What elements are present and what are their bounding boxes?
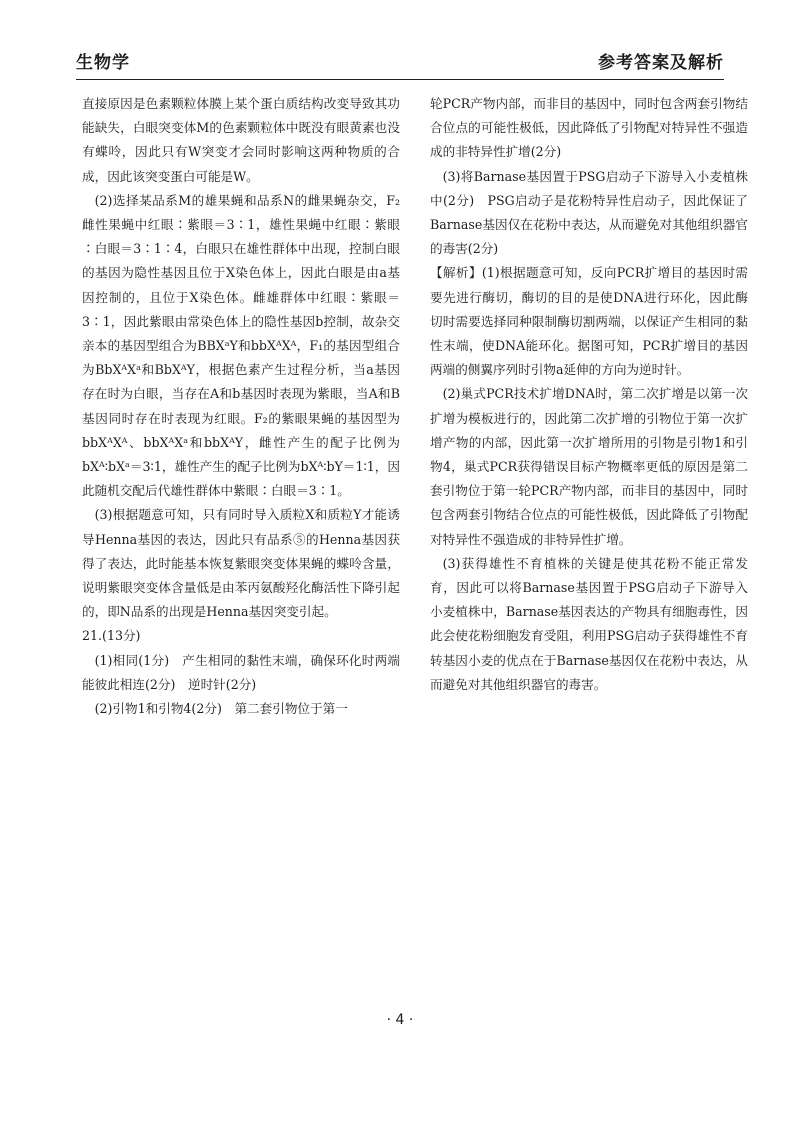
right-paragraph: 轮PCR产物内部，而非目的基因中，同时包含两套引物结合位点的可能性极低，因此降低了引物配对特异性不强造成的非特异性扩增(2分) — [430, 96, 748, 160]
left-paragraph: (3)根据题意可知，只有同时导入质粒X和质粒Y才能诱导Henna基因的表达，因此只有品系⑤的Henna基因获得了表达，此时能基本恢复紫眼突变体果蝇的蝶呤含量，说明紫眼突变体含量低是由苯丙氨酸羟化酶活性下降引起的，即N品系的出现是Henna基因突变引起。 — [82, 507, 400, 620]
right-paragraph: (3)将Barnase基因置于PSG启动子下游导入小麦植株中(2分) PSG启动子是花粉特异性启动子，因此保证了Barnase基因仅在花粉中表达，从而避免对其他组织器官的毒害(2分) — [430, 168, 748, 257]
right-paragraph: (2)巢式PCR技术扩增DNA时，第二次扩增是以第一次扩增为模板进行的，因此第二次扩增的引物位于第一次扩增产物的内部，因此第一次扩增所用的引物是引物1和引物4，巢式PCR获得错误目标产物概率更低的原因是第二套引物位于第一轮PCR产物内部，而非目的基因中，同时包含两套引物结合位点的可能性极低，因此降低了引物配对特异性不强造成的非特异性扩增。 — [430, 386, 748, 547]
page-number: · 4 · — [386, 1012, 414, 1028]
section-title: 参考答案及解析 — [598, 53, 724, 73]
left-paragraph: (2)选择某品系M的雄果蝇和品系N的雌果蝇杂交，F₂雌性果蝇中红眼∶紫眼＝3∶1，雄性果蝇中红眼∶紫眼∶白眼＝3∶1∶4，白眼只在雄性群体中出现，控制白眼的基因为隐性基因且位于X染色体上，因此白眼是由a基因控制的，且位于X染色体。雌雄群体中红眼∶紫眼＝3∶1，因此紫眼由常染色体上的隐性基因b控制，故杂交亲本的基因型组合为BBXᵃY和bbXᴬXᴬ，F₁的基因型组合为BbXᴬXᵃ和BbXᴬY，根据色素产生过程分析，当a基因存在时为白眼，当存在A和b基因时表现为紫眼，当A和B基因同时存在时表现为红眼。F₂的紫眼果蝇的基因型为bbXᴬXᴬ、bbXᴬXᵃ和bbXᴬY，雌性产生的配子比例为bXᴬ∶bXᵃ＝3∶1，雄性产生的配子比例为bXᴬ∶bY＝1∶1，因此随机交配后代雄性群体中紫眼∶白眼＝3∶1。 — [82, 192, 400, 499]
analysis-paragraph: 【解析】(1)根据题意可知，反向PCR扩增目的基因时需要先进行酶切，酶切的目的是使DNA进行环化，因此酶切时需要选择同种限制酶切割两端，以保证产生相同的黏性末端，使DNA能环化。据图可知，PCR扩增目的基因两端的侧翼序列时引物a延伸的方向为逆时针。 — [430, 265, 748, 378]
left-paragraph: (2)引物1和引物4(2分) 第二套引物位于第一 — [94, 701, 348, 717]
right-column — [430, 92, 748, 697]
left-paragraph: (1)相同(1分) 产生相同的黏性末端，确保环化时两端能彼此相连(2分) 逆时针(2分) — [82, 652, 400, 692]
right-paragraph: (3)获得雄性不育植株的关键是使其花粉不能正常发育，因此可以将Barnase基因置于PSG启动子下游导入小麦植株中，Barnase基因表达的产物具有细胞毒性，因此会使花粉细胞发育受阻，利用PSG启动子获得雄性不育转基因小麦的优点在于Barnase基因仅在花粉中表达，从而避免对其他组织器官的毒害。 — [430, 555, 748, 692]
left-column — [82, 92, 400, 721]
question-number: 21.(13分) — [82, 628, 141, 644]
page-header — [76, 44, 724, 80]
subject-title: 生物学 — [76, 53, 130, 73]
left-paragraph: 直接原因是色素颗粒体膜上某个蛋白质结构改变导致其功能缺失，白眼突变体M的色素颗粒体中既没有眼黄素也没有蝶呤，因此只有W突变才会同时影响这两种物质的合成，因此该突变蛋白可能是W。 — [82, 96, 400, 184]
